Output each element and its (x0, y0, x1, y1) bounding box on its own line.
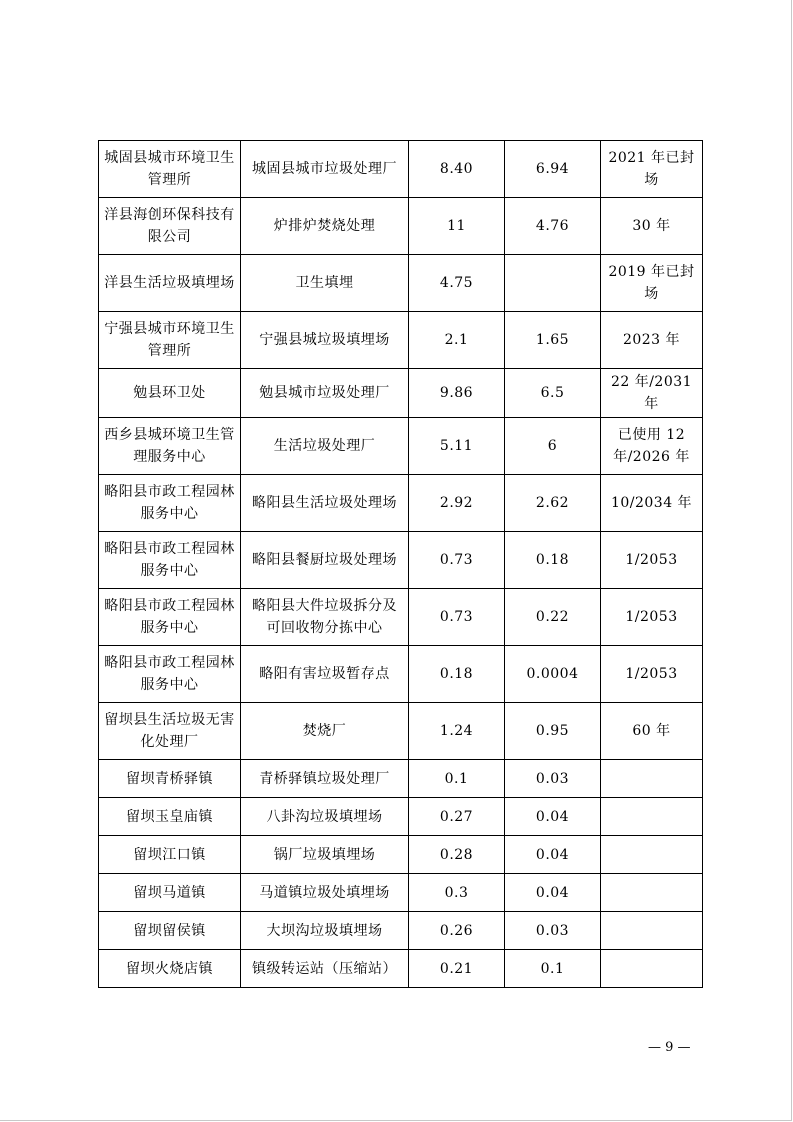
table-row (99, 255, 703, 312)
facility-cell: 生活垃圾处理厂 (241, 418, 409, 475)
table-row (99, 312, 703, 369)
facility-cell: 略阳县大件垃圾拆分及可回收物分拣中心 (241, 589, 409, 646)
load-cell: 0.1 (505, 950, 601, 988)
unit-cell: 留坝留侯镇 (99, 912, 241, 950)
unit-cell: 城固县城市环境卫生管理所 (99, 141, 241, 198)
load-cell: 0.03 (505, 912, 601, 950)
facility-cell: 炉排炉焚烧处理 (241, 198, 409, 255)
table-row (99, 198, 703, 255)
lifespan-cell (601, 950, 703, 988)
capacity-cell: 4.75 (409, 255, 505, 312)
facility-cell: 略阳有害垃圾暂存点 (241, 646, 409, 703)
lifespan-cell (601, 912, 703, 950)
lifespan-cell: 2023 年 (601, 312, 703, 369)
lifespan-cell: 60 年 (601, 703, 703, 760)
load-cell: 0.95 (505, 703, 601, 760)
facility-cell: 城固县城市垃圾处理厂 (241, 141, 409, 198)
facility-cell: 略阳县餐厨垃圾处理场 (241, 532, 409, 589)
load-cell: 6.94 (505, 141, 601, 198)
capacity-cell: 0.27 (409, 798, 505, 836)
unit-cell: 洋县生活垃圾填埋场 (99, 255, 241, 312)
load-cell: 6 (505, 418, 601, 475)
unit-cell: 留坝县生活垃圾无害化处理厂 (99, 703, 241, 760)
facility-cell: 略阳县生活垃圾处理场 (241, 475, 409, 532)
facility-cell: 卫生填埋 (241, 255, 409, 312)
capacity-cell: 0.3 (409, 874, 505, 912)
unit-cell: 留坝火烧店镇 (99, 950, 241, 988)
table-row (99, 418, 703, 475)
load-cell: 0.04 (505, 836, 601, 874)
facility-cell: 镇级转运站（压缩站） (241, 950, 409, 988)
unit-cell: 西乡县城环境卫生管理服务中心 (99, 418, 241, 475)
unit-cell: 略阳县市政工程园林服务中心 (99, 589, 241, 646)
unit-cell: 略阳县市政工程园林服务中心 (99, 475, 241, 532)
table-row (99, 589, 703, 646)
lifespan-cell: 1/2053 (601, 646, 703, 703)
lifespan-cell: 2019 年已封场 (601, 255, 703, 312)
unit-cell: 勉县环卫处 (99, 369, 241, 418)
capacity-cell: 0.26 (409, 912, 505, 950)
table-row (99, 703, 703, 760)
capacity-cell: 0.73 (409, 532, 505, 589)
table-body (99, 141, 703, 988)
lifespan-cell (601, 874, 703, 912)
load-cell: 0.22 (505, 589, 601, 646)
capacity-cell: 0.28 (409, 836, 505, 874)
table-row (99, 475, 703, 532)
capacity-cell: 0.1 (409, 760, 505, 798)
unit-cell: 略阳县市政工程园林服务中心 (99, 532, 241, 589)
load-cell: 0.03 (505, 760, 601, 798)
lifespan-cell: 1/2053 (601, 532, 703, 589)
load-cell: 0.0004 (505, 646, 601, 703)
unit-cell: 留坝青桥驿镇 (99, 760, 241, 798)
load-cell (505, 255, 601, 312)
unit-cell: 略阳县市政工程园林服务中心 (99, 646, 241, 703)
facility-cell: 焚烧厂 (241, 703, 409, 760)
lifespan-cell (601, 836, 703, 874)
facility-cell: 勉县城市垃圾处理厂 (241, 369, 409, 418)
table-row (99, 798, 703, 836)
table-row (99, 369, 703, 418)
capacity-cell: 2.1 (409, 312, 505, 369)
capacity-cell: 5.11 (409, 418, 505, 475)
facility-cell: 大坝沟垃圾填埋场 (241, 912, 409, 950)
load-cell: 0.04 (505, 874, 601, 912)
unit-cell: 宁强县城市环境卫生管理所 (99, 312, 241, 369)
capacity-cell: 8.40 (409, 141, 505, 198)
capacity-cell: 11 (409, 198, 505, 255)
facility-cell: 锅厂垃圾填埋场 (241, 836, 409, 874)
lifespan-cell: 30 年 (601, 198, 703, 255)
lifespan-cell: 1/2053 (601, 589, 703, 646)
table-row (99, 532, 703, 589)
lifespan-cell: 10/2034 年 (601, 475, 703, 532)
load-cell: 0.04 (505, 798, 601, 836)
facility-cell: 宁强县城垃圾填埋场 (241, 312, 409, 369)
table-row (99, 836, 703, 874)
load-cell: 6.5 (505, 369, 601, 418)
capacity-cell: 0.73 (409, 589, 505, 646)
lifespan-cell: 已使用 12 年/2026 年 (601, 418, 703, 475)
lifespan-cell: 2021 年已封场 (601, 141, 703, 198)
table-row (99, 874, 703, 912)
page-number: — 9 — (648, 1040, 691, 1055)
unit-cell: 洋县海创环保科技有限公司 (99, 198, 241, 255)
facility-table (98, 140, 703, 988)
capacity-cell: 2.92 (409, 475, 505, 532)
lifespan-cell (601, 798, 703, 836)
table-row (99, 950, 703, 988)
load-cell: 1.65 (505, 312, 601, 369)
facility-cell: 青桥驿镇垃圾处理厂 (241, 760, 409, 798)
table-row (99, 141, 703, 198)
facility-cell: 八卦沟垃圾填埋场 (241, 798, 409, 836)
unit-cell: 留坝江口镇 (99, 836, 241, 874)
capacity-cell: 1.24 (409, 703, 505, 760)
load-cell: 4.76 (505, 198, 601, 255)
unit-cell: 留坝玉皇庙镇 (99, 798, 241, 836)
table-row (99, 646, 703, 703)
capacity-cell: 9.86 (409, 369, 505, 418)
table-row (99, 760, 703, 798)
table-row (99, 912, 703, 950)
lifespan-cell: 22 年/2031 年 (601, 369, 703, 418)
load-cell: 0.18 (505, 532, 601, 589)
facility-cell: 马道镇垃圾处填埋场 (241, 874, 409, 912)
lifespan-cell (601, 760, 703, 798)
unit-cell: 留坝马道镇 (99, 874, 241, 912)
load-cell: 2.62 (505, 475, 601, 532)
capacity-cell: 0.18 (409, 646, 505, 703)
capacity-cell: 0.21 (409, 950, 505, 988)
